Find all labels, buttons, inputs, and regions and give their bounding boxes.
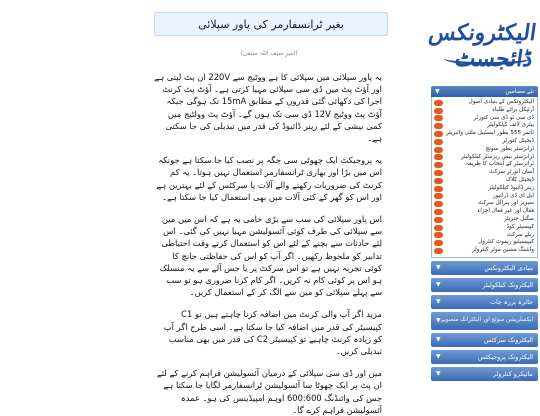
menu-circuits[interactable]: الیکٹرونک سرکٹس ▼ xyxy=(431,333,538,347)
bullet-icon xyxy=(434,100,443,106)
site-logo[interactable] xyxy=(426,0,538,82)
menu-basic-electronics[interactable]: بنیادی الیکٹرونکس ▼ xyxy=(431,261,538,275)
chevron-down-icon: ▼ xyxy=(436,353,441,361)
menu-components[interactable]: جائزہ پرزہ جات ▼ xyxy=(431,295,538,309)
category-item[interactable]: ٹرانزسٹر کے انتخاب کا طریقہ xyxy=(434,161,534,169)
chevron-down-icon: ▼ xyxy=(436,264,441,272)
category-item[interactable]: فعال اور غیر فعال اجزاء xyxy=(434,208,534,216)
chevron-down-icon: ▼ xyxy=(436,298,441,306)
logo-swoosh xyxy=(444,52,530,65)
bullet-icon xyxy=(434,248,443,254)
category-item[interactable]: کیپیسیٹیو ریموٹ کنٹرول xyxy=(434,239,534,247)
category-item[interactable]: سگنل جنریٹر xyxy=(434,216,534,224)
bullet-icon xyxy=(434,170,443,176)
article-paragraph-1: یہ پاور سپلائی میں سپلائی کا ہے ووٹیج سے 220V ان پٹ لیتی ہے اور آؤٹ پٹ میں ڈی سی سپلائی مہیا کرتی ہے۔ آؤٹ پٹ کرنٹ اجرا کی دکھائی گئی قدروں کے مطابق 15mA تک ہوگی جبکہ آؤٹ پٹ ووٹیج 12V ڈی سی تک ہوں گے۔ آؤٹ پٹ وولٹیج میں کمی بیشی کے لئے زینر ڈائیوڈ کی قدر میں تبدیلی کی جا سکتی ہے۔ xyxy=(154,72,382,144)
bullet-icon xyxy=(434,201,443,207)
article-paragraph-5: مین اور ڈی سی سپلائی کے درمیان آئسولیشن فراہم کرنے کے لئے ان پٹ پر ایک چھوٹا سا آئسولیشن ٹرانسفارمر لگایا جا سکتا ہے جس کی وائنڈنگ 600:600 اوہم امپیڈینس کی ہو۔ عمدہ آئسولیشن فراہم کرے گا۔ xyxy=(156,368,382,415)
category-item[interactable]: ٹائمر 555 بطور ایسٹیبل ملٹی وائبریٹر xyxy=(434,130,534,138)
category-item[interactable]: ٹرانزسٹر بیس ریزسٹر کیلکولیٹر xyxy=(434,154,534,162)
chevron-down-icon: ▼ xyxy=(436,370,441,378)
bullet-icon xyxy=(434,193,443,199)
bullet-icon xyxy=(434,147,443,153)
menu-projects-schemes[interactable]: ایکسلریشن سوئچ اور الیکٹرانک منصوبے ▼ xyxy=(431,312,538,330)
bullet-icon xyxy=(434,209,443,215)
category-item[interactable]: واشنگ مشین موٹر کنٹرولر xyxy=(434,247,534,255)
bullet-icon xyxy=(434,154,443,160)
article xyxy=(150,8,388,416)
categories-list xyxy=(431,97,538,258)
category-item[interactable]: ریلے سرکٹ xyxy=(434,232,534,240)
bullet-icon xyxy=(434,108,443,114)
article-byline: (امیر سیف اللہ سیفی) xyxy=(240,50,298,57)
bullet-icon xyxy=(434,240,443,246)
category-item[interactable]: ڈی سی ٹو ڈی سی کنورٹر xyxy=(434,115,534,123)
menu-microcontroller[interactable]: مائیکرو کنٹرولر ▼ xyxy=(431,367,538,381)
categories-header[interactable] xyxy=(431,86,538,97)
chevron-down-icon: ▼ xyxy=(435,88,440,95)
menu-calculators[interactable]: الیکٹرونک کیلکولیٹر ▼ xyxy=(431,278,538,292)
article-paragraph-4: مزید اگر آپ والی کرنٹ میں اضافہ کرنا چاہتے ہیں تو C1 کپیسیٹر کی قدر میں اضافہ کیا جا سکتا ہے۔ اسی طرح اگر آپ کو زیادہ کرنٹ چاہیے تو کپیسیٹر C2 کی قدر میں بھی مناسب تبدیلی کریں۔ xyxy=(163,309,382,357)
category-item[interactable]: آسان انورٹر سرکٹ xyxy=(434,169,534,177)
category-item[interactable]: الیکٹرونکس کے بنیادی اصول xyxy=(434,99,534,107)
article-title: بغیر ٹرانسفارمر کی پاور سپلائی xyxy=(154,12,388,36)
article-paragraph-3: اس پاور سپلائی کی سب سے بڑی خامی یہ ہے کہ اس میں مین سے سپلائی کی طرف کوئی آئسولیشن مہیا نہیں کی گئی۔ اس لئے حادثات سے بچنے کے لئے اس کو استعمال کرتے وقت احتیاطی تدابیر کو ملحوظ رکھیں۔ اگر آپ کو اس کی حفاظتی جانچ کا کوئی تجربہ نہیں ہے تو اس سرکٹ پر یا جس آلے سے یہ منسلک ہو اس پر کوئی کام نہ کریں۔ اگر کام کرنا ضروری ہو تو سب سے پہلے سپلائی کو مین سے الگ کر کے استعمال کریں۔ xyxy=(159,214,382,298)
bullet-icon xyxy=(434,178,443,184)
category-item[interactable]: زینر ڈائیوڈ کیلکولیٹر xyxy=(434,185,534,193)
article-paragraph-2: یہ پروجیکٹ ایک چھوٹی سی جگہ پر نصب کیا جا سکتا ہے جونکہ اس میں بڑا اور بھاری ٹرانسفارمر استعمال نہیں ہوتا۔ یہ کم کرنٹ کی ضروریات رکھنے والے آلات یا سرکٹس کے لئے بہترین ہے اور اس کو گھر کے کئی آلات میں بھی استعمال کیا جا سکتا ہے۔ xyxy=(156,155,382,202)
chevron-down-icon: ▼ xyxy=(436,317,441,325)
category-item[interactable]: ڈیجیٹل کلاک xyxy=(434,177,534,185)
bullet-icon xyxy=(434,123,443,129)
category-item[interactable]: کپیسیٹر کوڈ xyxy=(434,224,534,232)
logo-text: الیکٹرونکس ڈائجسٹ xyxy=(426,20,538,72)
chevron-down-icon: ▼ xyxy=(436,336,441,344)
category-item[interactable]: آرٹیکل برائے طلباء xyxy=(434,107,534,115)
bullet-icon xyxy=(434,225,443,231)
bullet-icon xyxy=(434,131,443,137)
categories-header-label: نئے مضامین xyxy=(505,88,534,95)
bullet-icon xyxy=(434,217,443,223)
category-item[interactable]: بیٹری لائف کیلکولیٹر xyxy=(434,122,534,130)
category-item[interactable]: ایل ای ڈی ڈرائیور xyxy=(434,193,534,201)
bullet-icon xyxy=(434,162,443,168)
bullet-icon xyxy=(434,139,443,145)
category-item[interactable]: ڈیجیٹل کنورٹر xyxy=(434,138,534,146)
category-item[interactable]: ٹرانزسٹر بطور سوئچ xyxy=(434,146,534,154)
sidebar xyxy=(426,0,538,381)
bullet-icon xyxy=(434,232,443,238)
bullet-icon xyxy=(434,115,443,121)
chevron-down-icon: ▼ xyxy=(436,281,441,289)
bullet-icon xyxy=(434,186,443,192)
menu-electronic-projects[interactable]: الیکٹرونک پروجیکٹس ▼ xyxy=(431,350,538,364)
category-item[interactable]: سیریز اور پیرالل سرکٹ xyxy=(434,200,534,208)
